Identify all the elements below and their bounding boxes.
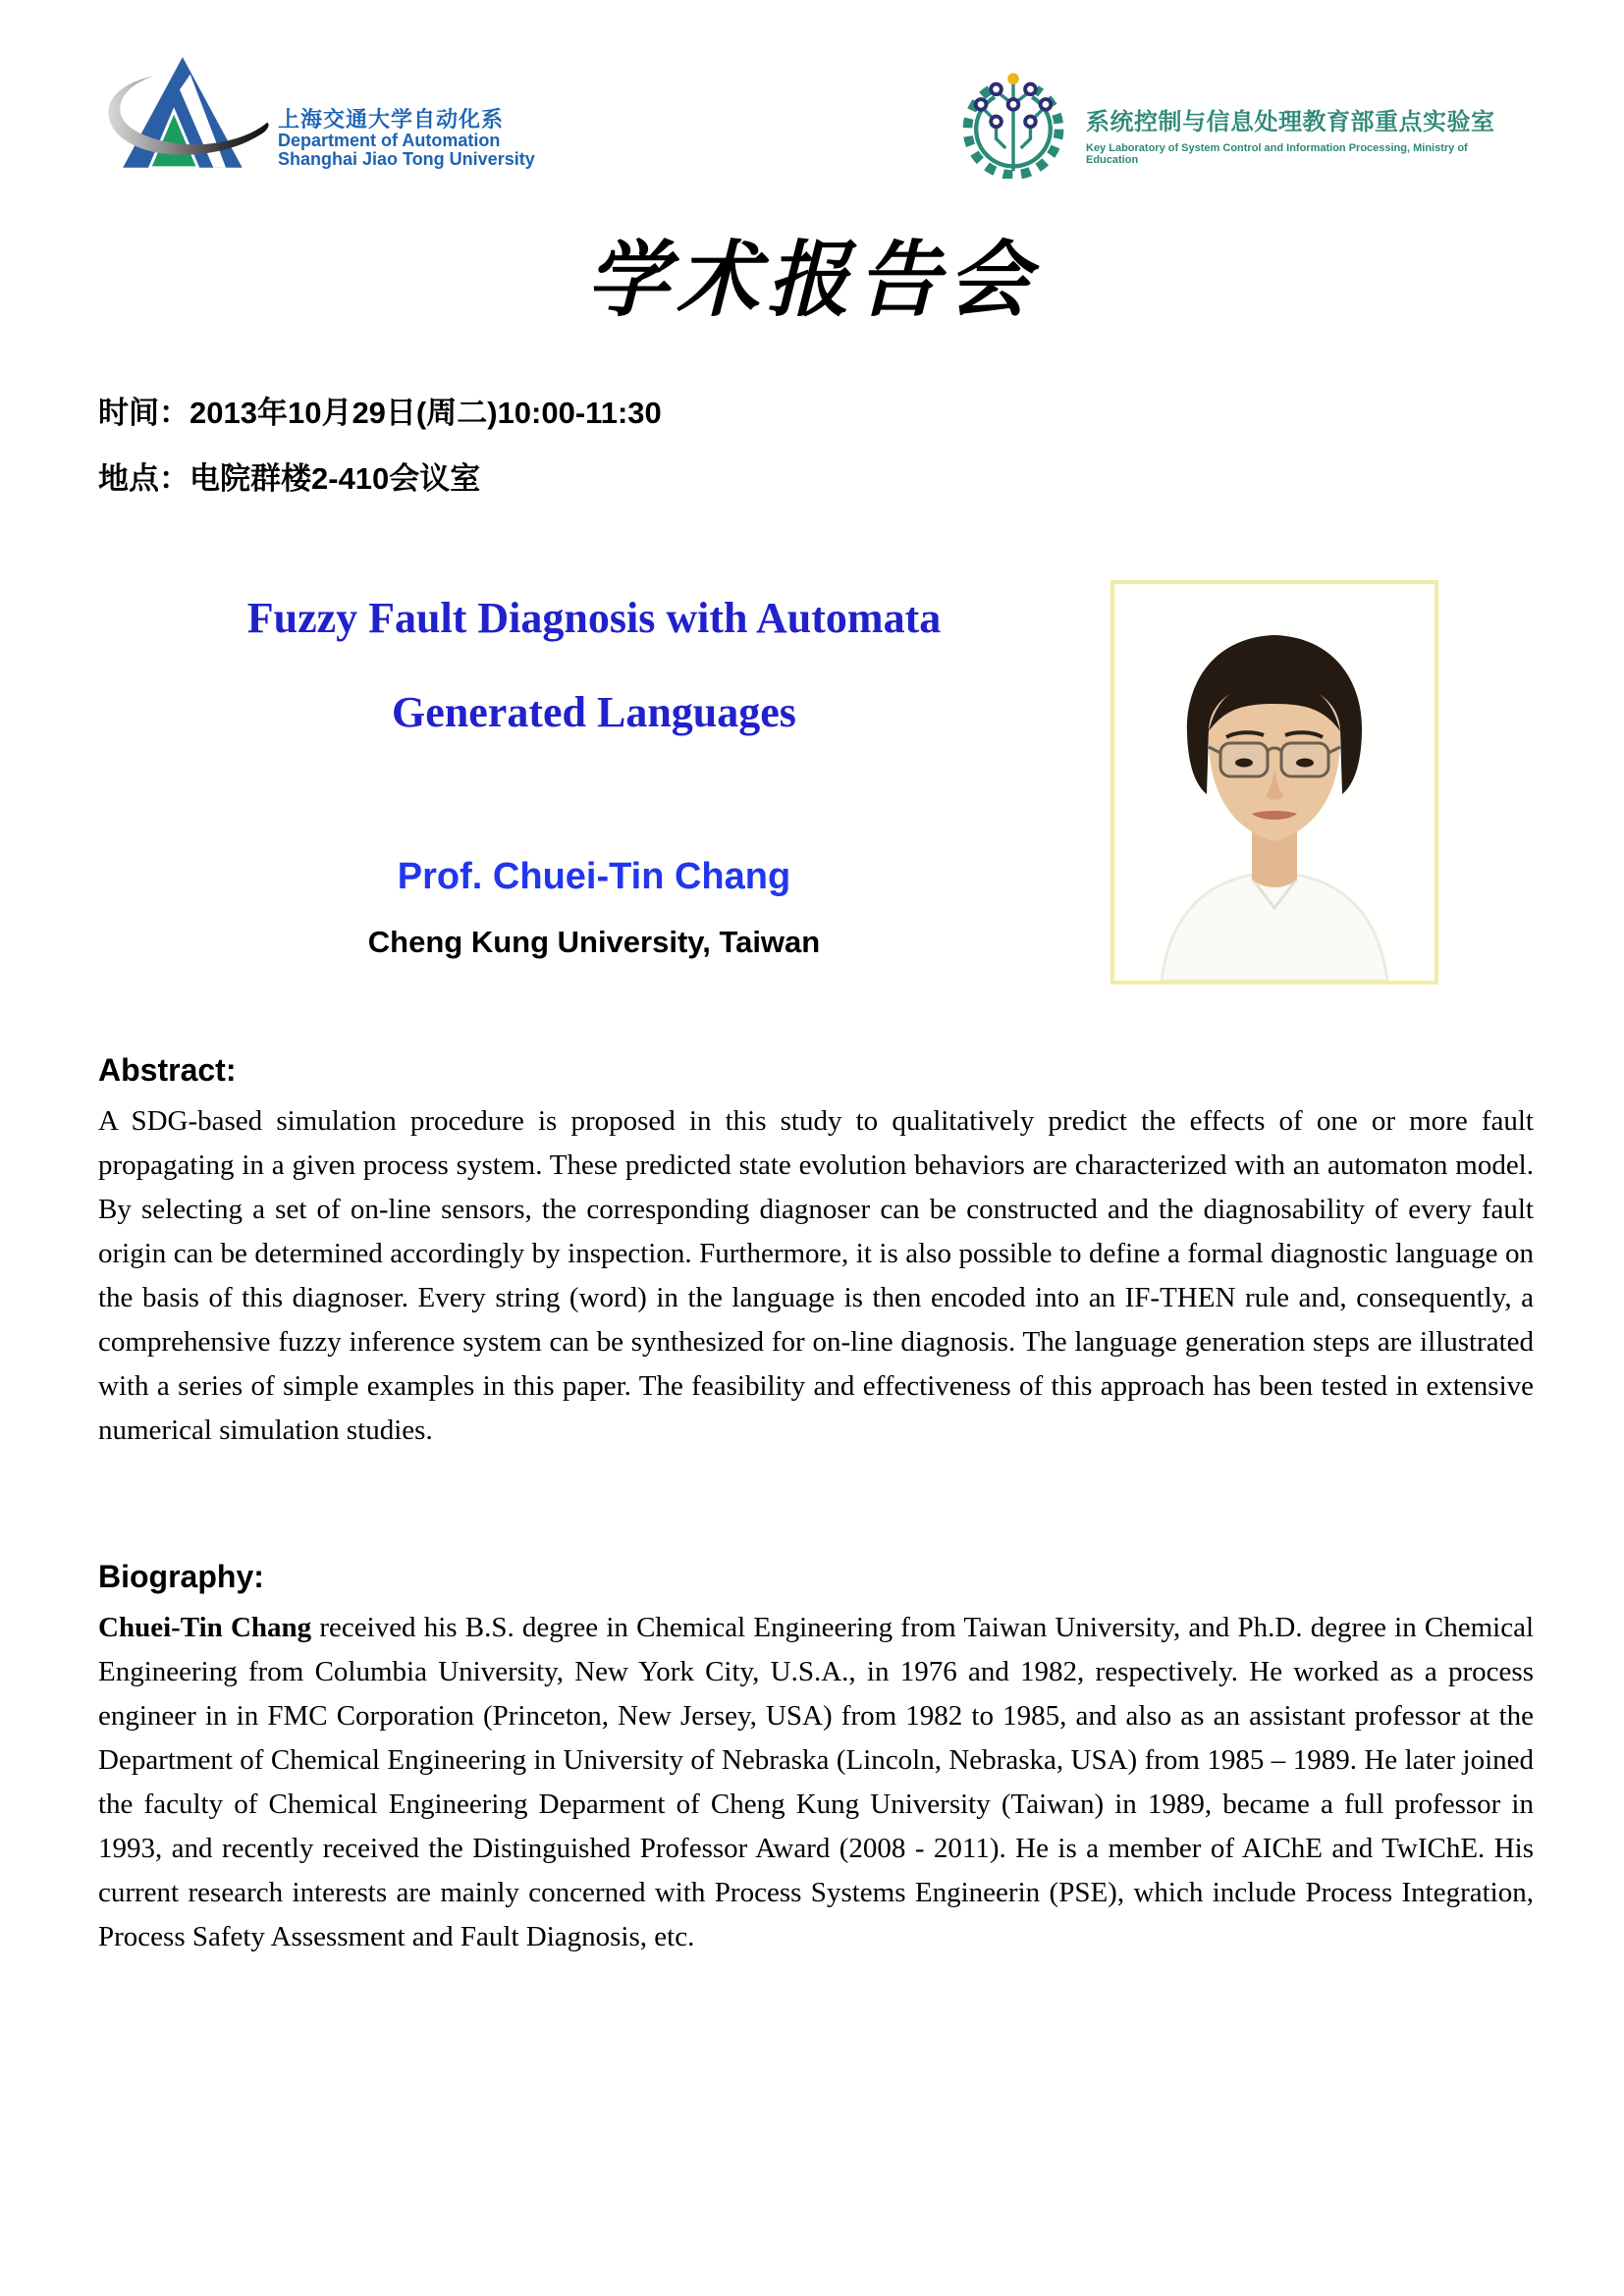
time-label: 时间： [98, 396, 189, 430]
keylab-chinese-name: 系统控制与信息处理教育部重点实验室 [1086, 109, 1495, 135]
keylab-english-name: Key Laboratory of System Control and Information Processing, Ministry of Education [1086, 142, 1468, 166]
biography-paragraph [98, 1606, 1534, 1959]
keylab-logo [954, 51, 1504, 179]
speaker-portrait-image [1114, 584, 1435, 981]
sjtu-logo-chinese-name: 上海交通大学自动化系 [278, 107, 505, 132]
talk-title-line2: Generated Languages [392, 688, 796, 736]
time-value: 2013年10月29日(周二)10:00-11:30 [189, 396, 662, 430]
keylab-gear-circuit-icon [954, 55, 1072, 179]
abstract-heading: Abstract: [98, 1052, 237, 1088]
event-type-calligraphy-title: 学术报告会 [585, 231, 1038, 328]
sjtu-logo-english-name: Department of Automation [278, 130, 501, 150]
venue-value: 电院群楼2-410会议室 [189, 461, 481, 496]
sjtu-automation-logo-icon [83, 51, 276, 169]
biography-body: received his B.S. degree in Chemical Engineering from Taiwan University, and Ph.D. degree in Chemical Engineering from Columbia University, New York City, U.S.A., in 1976 and 1982, respectively. He worked as a process engineer in in FMC Corporation (Princeton, New Jersey, USA) from 1982 to 1985, and also as an assistant professor at the Department of Chemical Engineering in University of Nebraska (Lincoln, Nebraska, USA) from 1985 – 1989. He later joined the faculty of Chemical Engineering Deparment of Cheng Kung University (Taiwan) in 1989, became a full professor in 1993, and recently received the Distinguished Professor Award (2008 - 2011). He is a member of AIChE and TwIChE. His current research interests are mainly concerned with Process Systems Engineerin (PSE), which include Process Integration, Process Safety Assessment and Fault Diagnosis, etc. [98, 1612, 1534, 1952]
speaker-photo [1110, 580, 1438, 985]
sjtu-logo-university-name: Shanghai Jiao Tong University [278, 149, 535, 170]
venue-label: 地点： [98, 461, 189, 496]
biography-speaker-name: Chuei-Tin Chang [98, 1612, 312, 1643]
talk-title-line1: Fuzzy Fault Diagnosis with Automata [246, 594, 942, 642]
speaker-affiliation: Cheng Kung University, Taiwan [367, 925, 821, 959]
speaker-name: Prof. Chuei-Tin Chang [397, 856, 791, 897]
seminar-venue [98, 454, 480, 498]
abstract-paragraph: A SDG-based simulation procedure is proposed in this study to qualitatively predict the effects of one or more fault propagating in a given process system. These predicted state evolution behaviors are characterized with an automaton model. By selecting a set of on-line sensors, the corresponding diagnoser can be constructed and the diagnosability of every fault origin can be determined accordingly by inspection. Furthermore, it is also possible to define a formal diagnostic language on the basis of this diagnoser. Every string (word) in the language is then encoded into an IF-THEN rule and, consequently, a comprehensive fuzzy inference system can be synthesized for on-line diagnosis. The language generation steps are illustrated with a series of simple examples in this paper. The feasibility and effectiveness of this approach has been tested in extensive numerical simulation studies. [98, 1105, 1534, 1446]
biography-heading: Biography: [98, 1559, 264, 1594]
seminar-time [98, 388, 662, 432]
sjtu-automation-logo [83, 47, 555, 175]
